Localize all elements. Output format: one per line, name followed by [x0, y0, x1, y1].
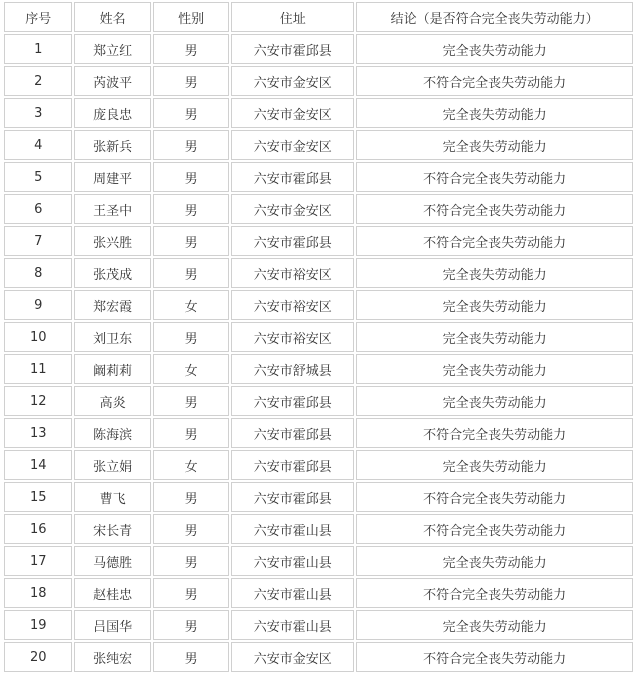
table-row [4, 258, 633, 288]
cell-name: 高炎 [74, 386, 150, 416]
cell-serial-number: 5 [4, 162, 72, 192]
cell-address: 六安市裕安区 [231, 290, 354, 320]
cell-serial-number: 4 [4, 130, 72, 160]
cell-name: 赵桂忠 [74, 578, 150, 608]
table-row [4, 450, 633, 480]
cell-conclusion: 不符合完全丧失劳动能力 [356, 162, 633, 192]
cell-name: 芮波平 [74, 66, 150, 96]
header-name: 姓名 [74, 2, 150, 32]
cell-name: 张立娟 [74, 450, 150, 480]
cell-serial-number: 1 [4, 34, 72, 64]
cell-name: 张茂成 [74, 258, 150, 288]
table-row [4, 194, 633, 224]
cell-conclusion: 不符合完全丧失劳动能力 [356, 418, 633, 448]
table-row [4, 514, 633, 544]
cell-gender: 男 [153, 98, 229, 128]
table-row [4, 482, 633, 512]
table-row [4, 354, 633, 384]
cell-conclusion: 不符合完全丧失劳动能力 [356, 482, 633, 512]
cell-serial-number: 12 [4, 386, 72, 416]
table-row [4, 546, 633, 576]
cell-gender: 女 [153, 290, 229, 320]
table-row [4, 418, 633, 448]
cell-serial-number: 14 [4, 450, 72, 480]
cell-gender: 男 [153, 258, 229, 288]
table-row [4, 162, 633, 192]
cell-name: 周建平 [74, 162, 150, 192]
cell-conclusion: 完全丧失劳动能力 [356, 354, 633, 384]
cell-name: 张兴胜 [74, 226, 150, 256]
cell-conclusion: 完全丧失劳动能力 [356, 290, 633, 320]
cell-serial-number: 19 [4, 610, 72, 640]
cell-serial-number: 18 [4, 578, 72, 608]
results-table [2, 0, 635, 674]
cell-address: 六安市霍邱县 [231, 386, 354, 416]
cell-serial-number: 20 [4, 642, 72, 672]
table-body [4, 34, 633, 672]
cell-serial-number: 6 [4, 194, 72, 224]
cell-gender: 男 [153, 546, 229, 576]
cell-conclusion: 完全丧失劳动能力 [356, 450, 633, 480]
table-row [4, 98, 633, 128]
cell-name: 刘卫东 [74, 322, 150, 352]
table-row [4, 66, 633, 96]
cell-name: 庞良忠 [74, 98, 150, 128]
cell-address: 六安市霍邱县 [231, 418, 354, 448]
cell-conclusion: 完全丧失劳动能力 [356, 610, 633, 640]
cell-address: 六安市金安区 [231, 194, 354, 224]
cell-serial-number: 11 [4, 354, 72, 384]
cell-address: 六安市舒城县 [231, 354, 354, 384]
table-row [4, 386, 633, 416]
cell-conclusion: 不符合完全丧失劳动能力 [356, 642, 633, 672]
cell-gender: 女 [153, 354, 229, 384]
cell-serial-number: 2 [4, 66, 72, 96]
cell-address: 六安市金安区 [231, 130, 354, 160]
table-row [4, 34, 633, 64]
cell-name: 马德胜 [74, 546, 150, 576]
cell-name: 陈海滨 [74, 418, 150, 448]
header-address: 住址 [231, 2, 354, 32]
cell-address: 六安市霍山县 [231, 546, 354, 576]
table-row [4, 610, 633, 640]
cell-address: 六安市裕安区 [231, 322, 354, 352]
cell-address: 六安市霍山县 [231, 578, 354, 608]
cell-address: 六安市霍山县 [231, 514, 354, 544]
cell-conclusion: 不符合完全丧失劳动能力 [356, 66, 633, 96]
cell-gender: 男 [153, 386, 229, 416]
cell-conclusion: 不符合完全丧失劳动能力 [356, 514, 633, 544]
cell-serial-number: 13 [4, 418, 72, 448]
cell-address: 六安市金安区 [231, 642, 354, 672]
cell-gender: 男 [153, 162, 229, 192]
cell-gender: 男 [153, 482, 229, 512]
cell-address: 六安市金安区 [231, 98, 354, 128]
cell-gender: 男 [153, 194, 229, 224]
cell-conclusion: 完全丧失劳动能力 [356, 98, 633, 128]
table-row [4, 130, 633, 160]
cell-name: 郑宏霞 [74, 290, 150, 320]
cell-serial-number: 16 [4, 514, 72, 544]
cell-conclusion: 完全丧失劳动能力 [356, 130, 633, 160]
cell-address: 六安市霍山县 [231, 610, 354, 640]
cell-address: 六安市霍邱县 [231, 226, 354, 256]
cell-address: 六安市裕安区 [231, 258, 354, 288]
cell-name: 张纯宏 [74, 642, 150, 672]
cell-name: 曹飞 [74, 482, 150, 512]
table-row [4, 578, 633, 608]
table-row [4, 226, 633, 256]
cell-address: 六安市金安区 [231, 66, 354, 96]
cell-serial-number: 3 [4, 98, 72, 128]
cell-name: 吕国华 [74, 610, 150, 640]
cell-conclusion: 完全丧失劳动能力 [356, 322, 633, 352]
cell-gender: 男 [153, 226, 229, 256]
table-header [4, 2, 633, 32]
cell-address: 六安市霍邱县 [231, 162, 354, 192]
header-gender: 性别 [153, 2, 229, 32]
cell-serial-number: 9 [4, 290, 72, 320]
cell-gender: 男 [153, 130, 229, 160]
table-row [4, 290, 633, 320]
cell-conclusion: 不符合完全丧失劳动能力 [356, 194, 633, 224]
cell-conclusion: 不符合完全丧失劳动能力 [356, 578, 633, 608]
cell-conclusion: 完全丧失劳动能力 [356, 34, 633, 64]
table-row [4, 322, 633, 352]
cell-name: 宋长青 [74, 514, 150, 544]
cell-name: 王圣中 [74, 194, 150, 224]
cell-gender: 男 [153, 610, 229, 640]
cell-gender: 男 [153, 34, 229, 64]
cell-serial-number: 15 [4, 482, 72, 512]
cell-serial-number: 8 [4, 258, 72, 288]
cell-serial-number: 10 [4, 322, 72, 352]
cell-name: 郑立红 [74, 34, 150, 64]
cell-name: 阚莉莉 [74, 354, 150, 384]
header-serial-number: 序号 [4, 2, 72, 32]
header-conclusion: 结论（是否符合完全丧失劳动能力） [356, 2, 633, 32]
cell-gender: 男 [153, 66, 229, 96]
cell-serial-number: 17 [4, 546, 72, 576]
cell-conclusion: 完全丧失劳动能力 [356, 258, 633, 288]
cell-gender: 男 [153, 322, 229, 352]
cell-gender: 女 [153, 450, 229, 480]
cell-conclusion: 完全丧失劳动能力 [356, 386, 633, 416]
cell-address: 六安市霍邱县 [231, 482, 354, 512]
cell-address: 六安市霍邱县 [231, 450, 354, 480]
cell-serial-number: 7 [4, 226, 72, 256]
cell-name: 张新兵 [74, 130, 150, 160]
cell-conclusion: 完全丧失劳动能力 [356, 546, 633, 576]
cell-gender: 男 [153, 514, 229, 544]
cell-gender: 男 [153, 578, 229, 608]
cell-address: 六安市霍邱县 [231, 34, 354, 64]
cell-gender: 男 [153, 642, 229, 672]
cell-gender: 男 [153, 418, 229, 448]
table-row [4, 642, 633, 672]
header-row [4, 2, 633, 32]
cell-conclusion: 不符合完全丧失劳动能力 [356, 226, 633, 256]
